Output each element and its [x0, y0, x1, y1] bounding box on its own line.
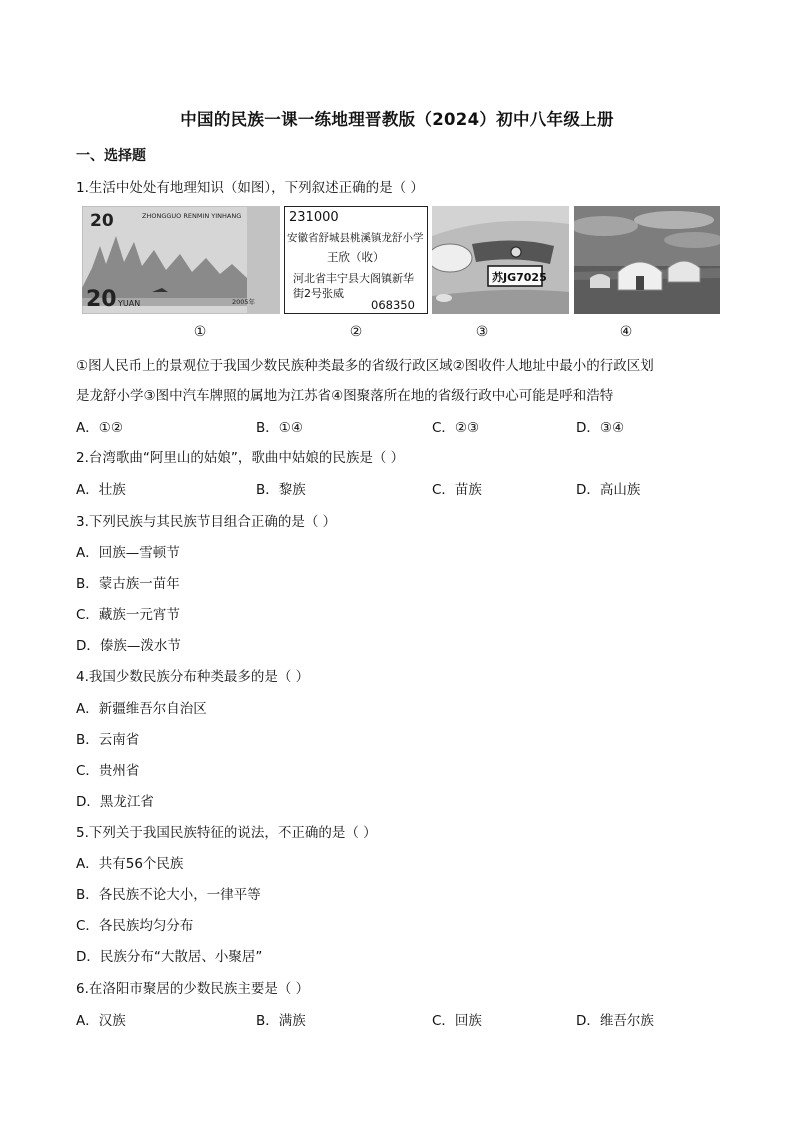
q1-stem: 1.生活中处处有地理知识（如图），下列叙述正确的是（ ）: [76, 180, 424, 196]
envelope-address-from-2: 街2号张威: [293, 287, 344, 300]
q2-option-d[interactable]: D．高山族: [576, 482, 641, 498]
q2-stem: 2.台湾歌曲“阿里山的姑娘”，歌曲中姑娘的民族是（ ）: [76, 450, 405, 466]
banknote-yuan: YUAN: [118, 299, 141, 308]
car-image: [432, 206, 569, 314]
banknote-number-bottom: 20: [86, 287, 117, 312]
q4-stem: 4.我国少数民族分布种类最多的是（ ）: [76, 669, 310, 685]
q5-option-d[interactable]: D．民族分布“大散居、小聚居”: [76, 949, 263, 965]
envelope-image: [284, 206, 428, 314]
q2-option-a[interactable]: A．壮族: [76, 482, 126, 498]
section-heading: 一、选择题: [76, 148, 146, 164]
q5-option-a[interactable]: A．共有56个民族: [76, 856, 184, 872]
q3-option-d[interactable]: D．傣族—泼水节: [76, 638, 181, 654]
q6-option-d[interactable]: D．维吾尔族: [576, 1013, 654, 1029]
envelope-zip-to: 231000: [289, 210, 339, 225]
q1-option-d[interactable]: D．③④: [576, 420, 625, 436]
car-plate: 苏JG7025: [492, 271, 547, 284]
envelope-address-from-1: 河北省丰宁县大阁镇新华: [293, 272, 414, 285]
q6-option-c[interactable]: C．回族: [432, 1013, 482, 1029]
q4-option-b[interactable]: B．云南省: [76, 732, 140, 748]
q1-option-c[interactable]: C．②③: [432, 420, 480, 436]
q1-option-b[interactable]: B．①④: [256, 420, 303, 436]
q3-option-c[interactable]: C．藏族一元宵节: [76, 607, 180, 623]
q6-option-b[interactable]: B．满族: [256, 1013, 306, 1029]
document-title: 中国的民族一课一练地理晋教版（2024）初中八年级上册: [180, 110, 614, 129]
q1-statement-line2: 是龙舒小学③图中汽车牌照的属地为江苏省④图聚落所在地的省级行政中心可能是呼和浩特: [76, 388, 614, 404]
envelope-zip-from: 068350: [371, 298, 415, 312]
q1-statement-line1: ①图人民币上的景观位于我国少数民族种类最多的省级行政区域②图收件人地址中最小的行政区划: [76, 358, 654, 374]
yurt-image: [574, 206, 720, 314]
q6-stem: 6.在洛阳市聚居的少数民族主要是（ ）: [76, 981, 310, 997]
q4-option-d[interactable]: D．黑龙江省: [76, 794, 154, 810]
figure-label-3: ③: [475, 324, 489, 340]
q2-option-c[interactable]: C．苗族: [432, 482, 482, 498]
banknote-brand: ZHONGGUO RENMIN YINHANG: [142, 212, 242, 220]
q1-figure-row: [82, 206, 722, 316]
q3-option-b[interactable]: B．蒙古族一苗年: [76, 576, 180, 592]
q4-option-a[interactable]: A．新疆维吾尔自治区: [76, 701, 207, 717]
envelope-address-to: 安徽省舒城县桃溪镇龙舒小学: [287, 232, 424, 244]
q4-option-c[interactable]: C．贵州省: [76, 763, 140, 779]
q3-option-a[interactable]: A．回族—雪顿节: [76, 545, 180, 561]
q3-stem: 3.下列民族与其民族节目组合正确的是（ ）: [76, 514, 337, 530]
banknote-image: [82, 206, 280, 314]
q2-option-b[interactable]: B．黎族: [256, 482, 306, 498]
q5-option-b[interactable]: B．各民族不论大小，一律平等: [76, 887, 261, 903]
figure-label-1: ①: [193, 324, 207, 340]
q1-option-a[interactable]: A．①②: [76, 420, 123, 436]
q5-stem: 5.下列关于我国民族特征的说法，不正确的是（ ）: [76, 825, 377, 841]
q5-option-c[interactable]: C．各民族均匀分布: [76, 918, 194, 934]
banknote-year: 2005年: [232, 298, 256, 306]
figure-label-2: ②: [349, 324, 363, 340]
figure-label-4: ④: [619, 324, 633, 340]
q6-option-a[interactable]: A．汉族: [76, 1013, 126, 1029]
envelope-recipient: 王欣（收）: [327, 250, 385, 264]
banknote-number-top: 20: [90, 211, 114, 231]
